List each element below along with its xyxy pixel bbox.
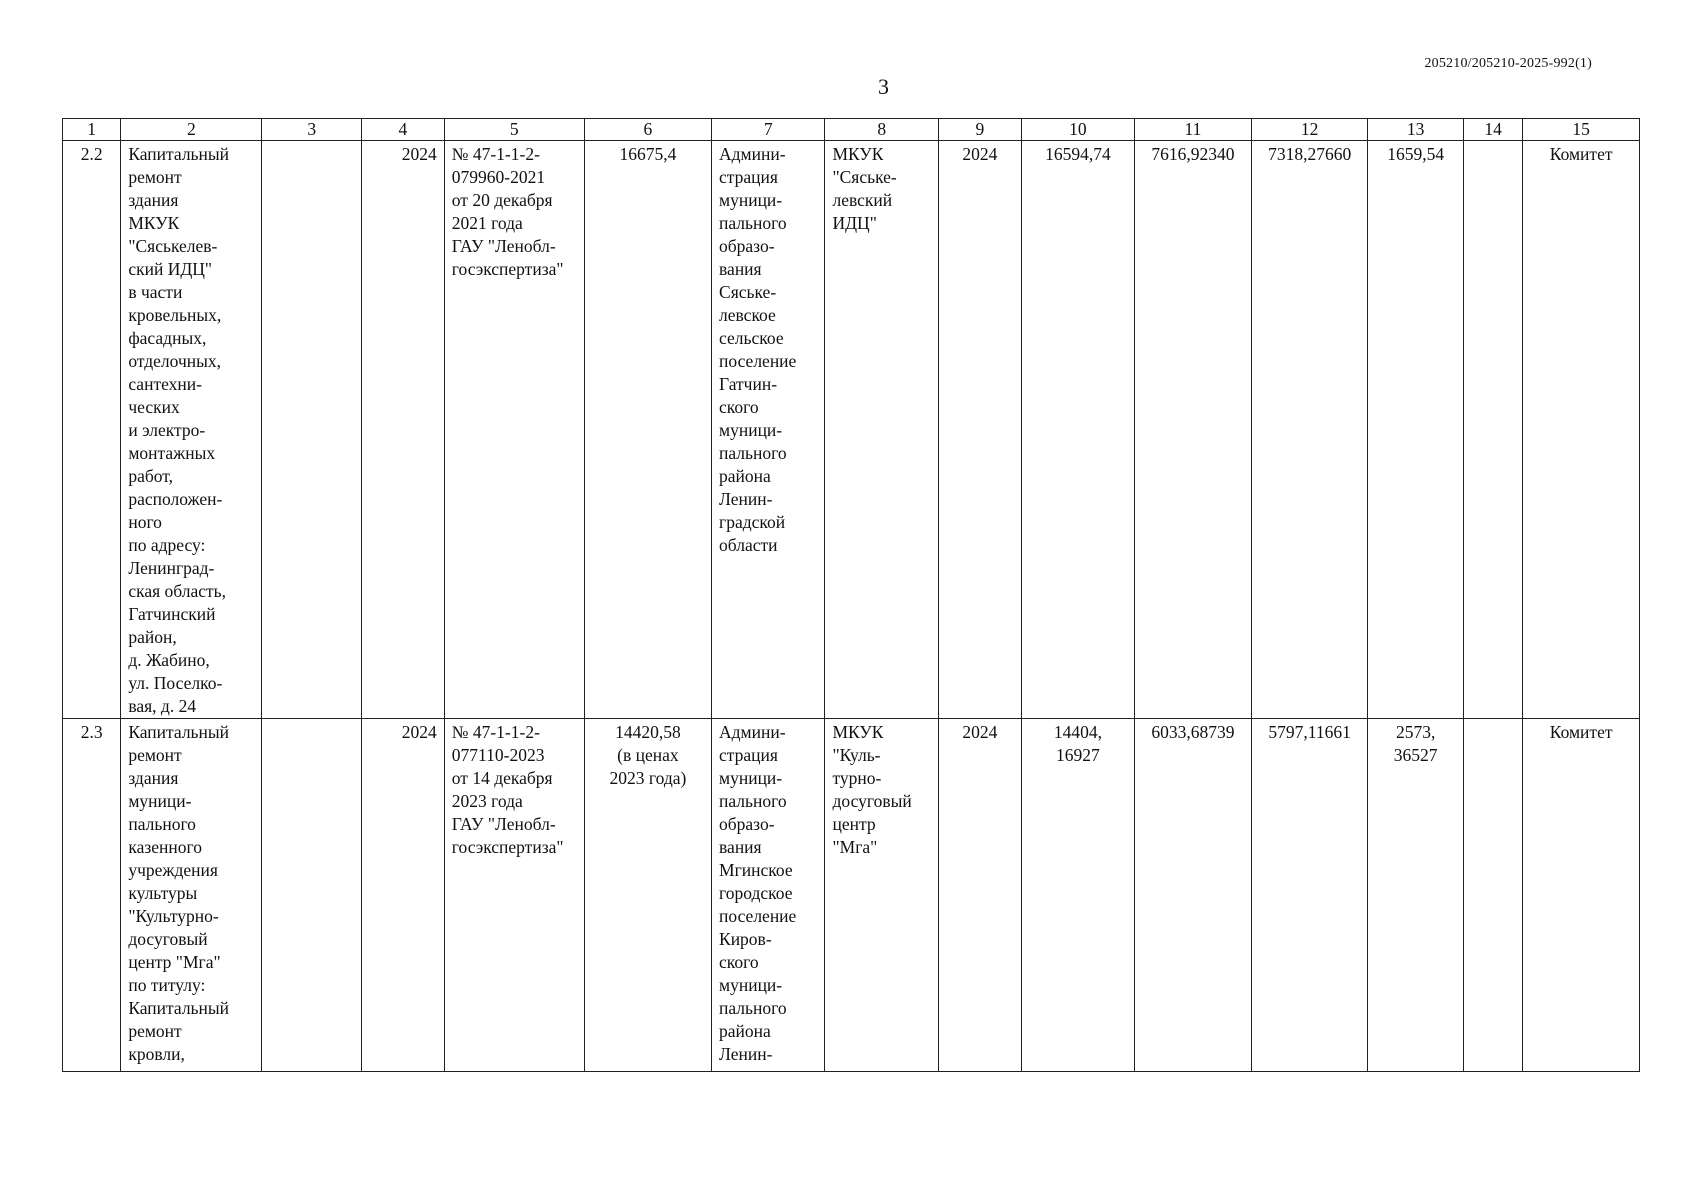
customer: Админи- страция муници- пального образо- вания Сяське- левское сельское поселение Гатчин- ского муници- пального района Ленин- градской области	[712, 141, 825, 719]
cell-col14	[1463, 719, 1522, 1072]
cell-col12: 7318,27660	[1251, 141, 1368, 719]
expertise-conclusion: № 47-1-1-2- 079960-2021 от 20 декабря 2021 года ГАУ "Ленобл- госэкспертиза"	[444, 141, 584, 719]
cell-col3	[262, 141, 362, 719]
cell-col15: Комитет	[1523, 141, 1640, 719]
cell-year: 2024	[362, 719, 445, 1072]
column-number: 13	[1368, 119, 1463, 141]
cell-col14	[1463, 141, 1522, 719]
recipient: МКУК "Сяське- левский ИДЦ"	[825, 141, 938, 719]
cell-col11: 7616,92340	[1135, 141, 1252, 719]
column-number: 6	[584, 119, 711, 141]
column-number: 14	[1463, 119, 1522, 141]
object-name: Капитальный ремонт здания МКУК "Сяськелев- ский ИДЦ" в части кровельных, фасадных, отделочных, сантехни- ческих и электро- монтажных работ, расположен- ного по адресу: Ленинград- ская область, Гатчинский район, д. Жабино, ул. Поселко- вая, д. 24	[121, 141, 262, 719]
cell-col15: Комитет	[1523, 719, 1640, 1072]
cell-col9: 2024	[938, 141, 1021, 719]
cell-col13: 1659,54	[1368, 141, 1463, 719]
cell-col9: 2024	[938, 719, 1021, 1072]
column-number: 11	[1135, 119, 1252, 141]
column-number: 2	[121, 119, 262, 141]
column-number: 7	[712, 119, 825, 141]
column-number: 3	[262, 119, 362, 141]
customer: Админи- страция муници- пального образо- вания Мгинское городское поселение Киров- ского муници- пального района Ленин-	[712, 719, 825, 1072]
row-number: 2.3	[63, 719, 121, 1072]
expertise-conclusion: № 47-1-1-2- 077110-2023 от 14 декабря 2023 года ГАУ "Ленобл- госэкспертиза"	[444, 719, 584, 1072]
column-number: 1	[63, 119, 121, 141]
row-number: 2.2	[63, 141, 121, 719]
document-id: 205210/205210-2025-992(1)	[1424, 56, 1592, 71]
column-number: 15	[1523, 119, 1640, 141]
cell-col10: 16594,74	[1021, 141, 1134, 719]
column-number: 8	[825, 119, 938, 141]
page-number: 3	[878, 74, 889, 99]
cell-col11: 6033,68739	[1135, 719, 1252, 1072]
register-table	[62, 118, 1640, 1072]
estimated-cost: 14420,58 (в ценах 2023 года)	[584, 719, 711, 1072]
column-number: 10	[1021, 119, 1134, 141]
estimated-cost: 16675,4	[584, 141, 711, 719]
cell-year: 2024	[362, 141, 445, 719]
table-row	[63, 141, 1640, 719]
cell-col13: 2573, 36527	[1368, 719, 1463, 1072]
cell-col3	[262, 719, 362, 1072]
object-name: Капитальный ремонт здания муници- пального казенного учреждения культуры "Культурно- досуговый центр "Мга" по титулу: Капитальный ремонт кровли,	[121, 719, 262, 1072]
column-number: 9	[938, 119, 1021, 141]
cell-col12: 5797,11661	[1251, 719, 1368, 1072]
column-number: 12	[1251, 119, 1368, 141]
recipient: МКУК "Куль- турно- досуговый центр "Мга"	[825, 719, 938, 1072]
cell-col10: 14404, 16927	[1021, 719, 1134, 1072]
column-number-row	[63, 119, 1640, 141]
table-row	[63, 719, 1640, 1072]
column-number: 5	[444, 119, 584, 141]
column-number: 4	[362, 119, 445, 141]
